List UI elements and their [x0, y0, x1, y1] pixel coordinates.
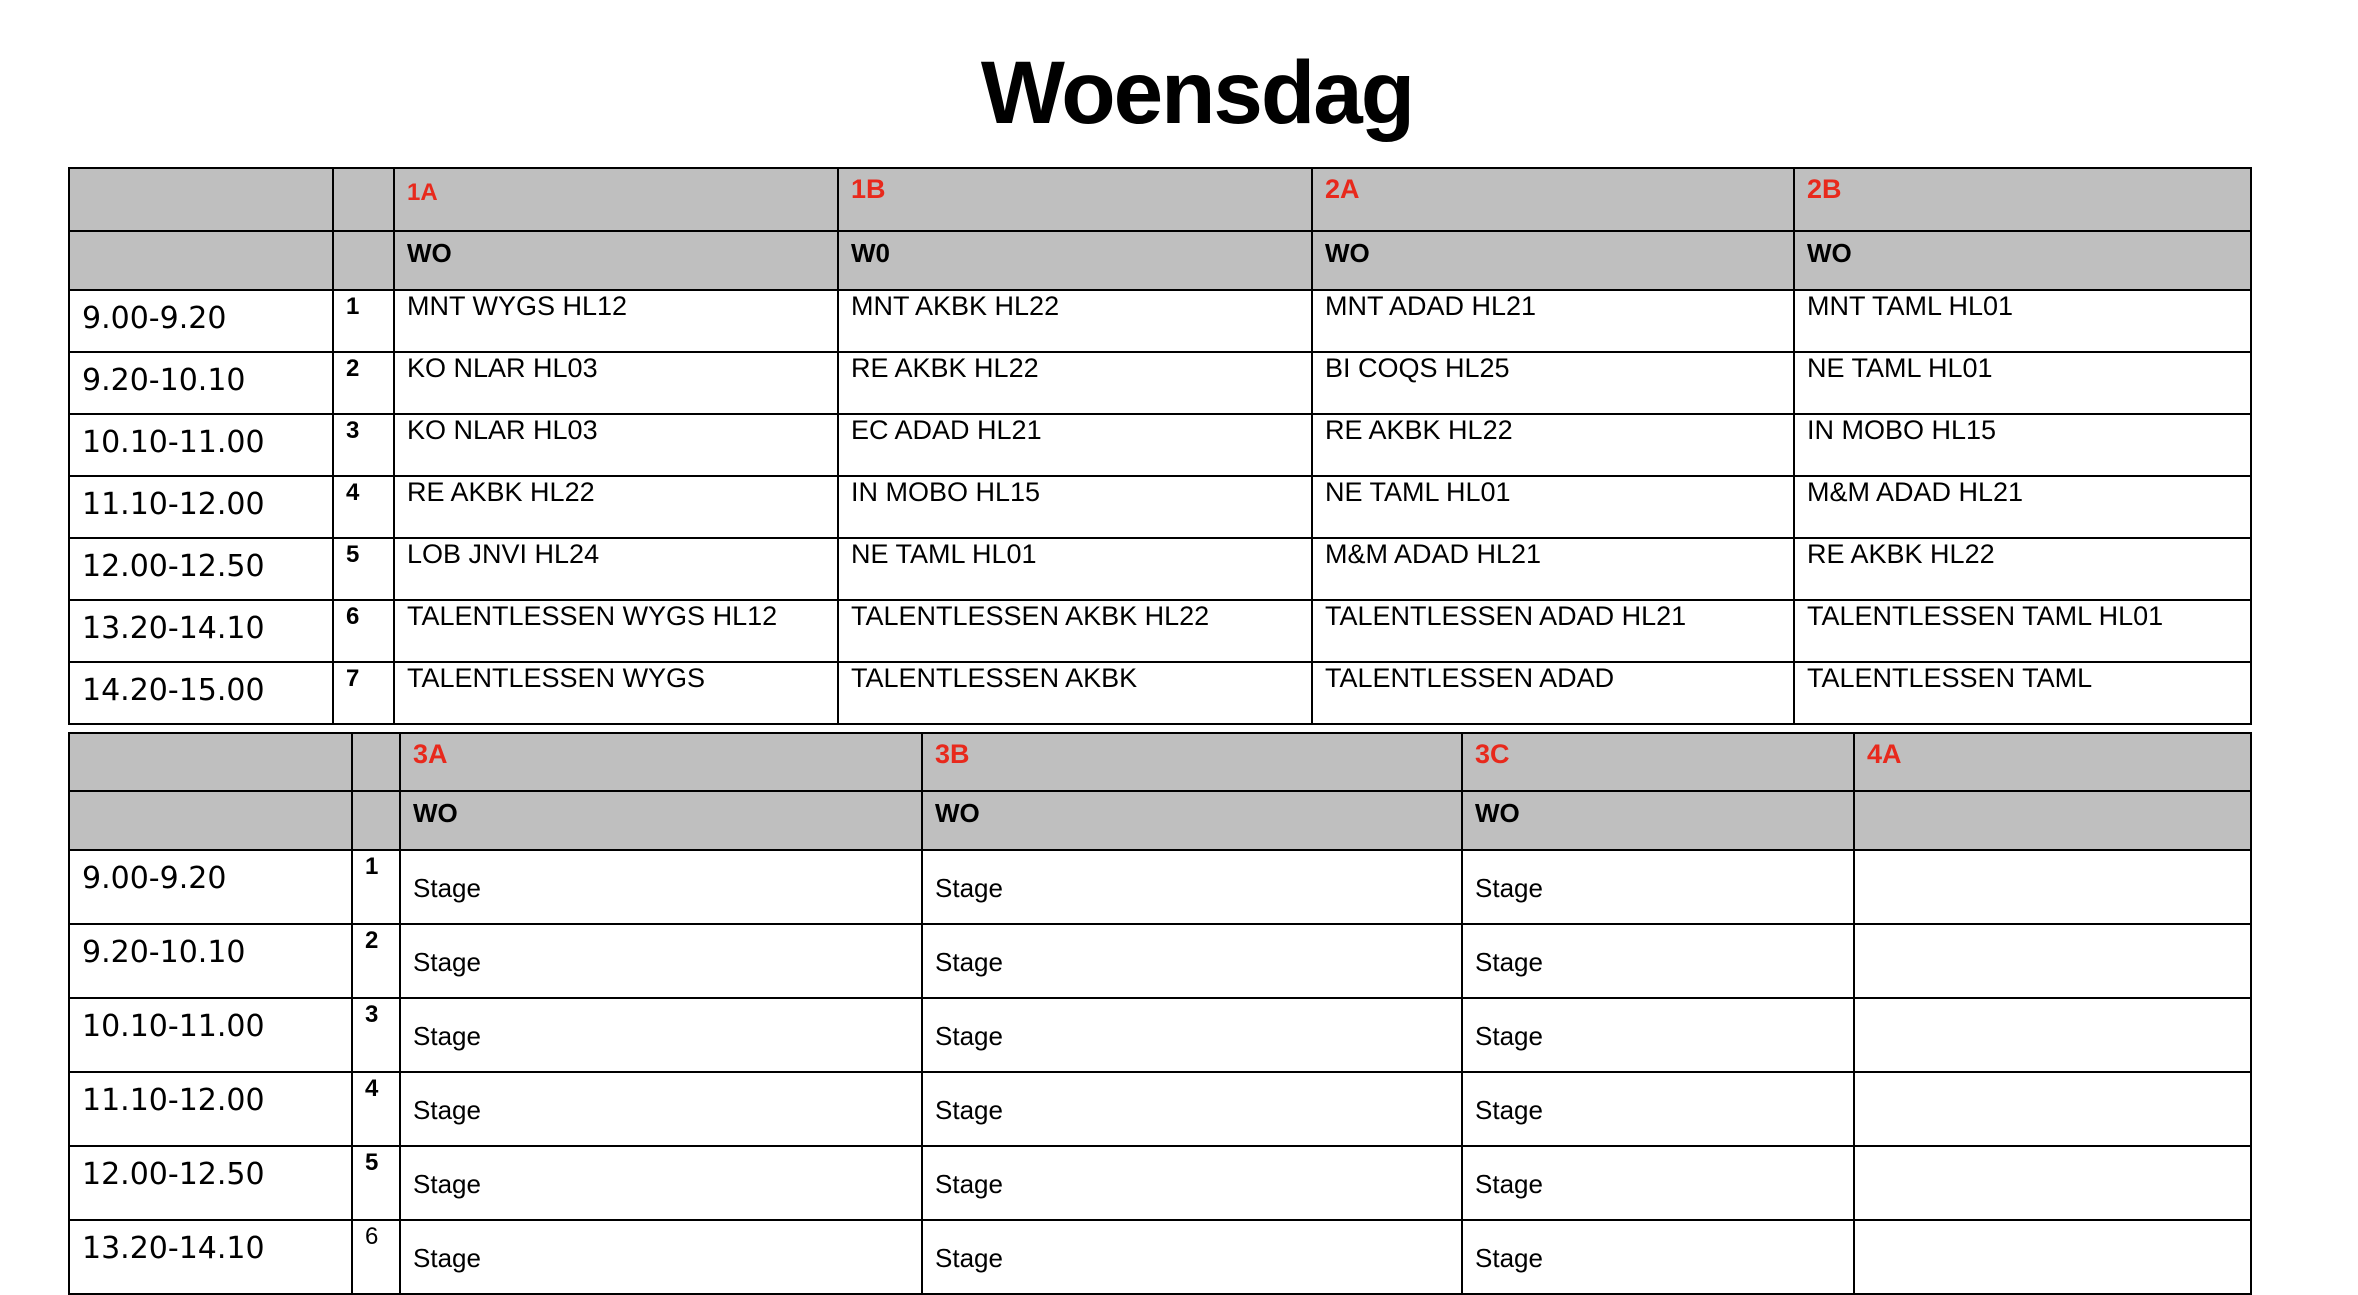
subject-header: W0: [838, 231, 1312, 290]
class-label: 3A: [400, 733, 922, 791]
period-number: 5: [352, 1146, 400, 1220]
empty-header-cell: [352, 733, 400, 791]
period-number: 2: [352, 924, 400, 998]
lesson-cell: TALENTLESSEN AKBK HL22: [838, 600, 1312, 662]
lesson-cell: MNT AKBK HL22: [838, 290, 1312, 352]
time-slot: 14.20-15.00: [69, 662, 333, 724]
schedule-table-2: [68, 732, 2252, 1295]
table-row: [69, 924, 2251, 998]
lesson-cell: EC ADAD HL21: [838, 414, 1312, 476]
table-row: [69, 538, 2251, 600]
lesson-cell: Stage: [922, 1220, 1462, 1294]
subject-header: WO: [400, 791, 922, 850]
lesson-cell: TALENTLESSEN WYGS: [394, 662, 838, 724]
empty-header-cell: [333, 168, 394, 231]
empty-header-cell: [352, 791, 400, 850]
time-slot: 13.20-14.10: [69, 1220, 352, 1294]
class-label: 3B: [922, 733, 1462, 791]
lesson-cell: TALENTLESSEN TAML HL01: [1794, 600, 2251, 662]
table-row: [69, 662, 2251, 724]
lesson-cell: TALENTLESSEN TAML: [1794, 662, 2251, 724]
period-number: 3: [352, 998, 400, 1072]
lesson-cell: BI COQS HL25: [1312, 352, 1794, 414]
lesson-cell: Stage: [1462, 1146, 1854, 1220]
table-row: [69, 352, 2251, 414]
time-slot: 11.10-12.00: [69, 476, 333, 538]
lesson-cell: Stage: [400, 1220, 922, 1294]
lesson-cell: Stage: [922, 850, 1462, 924]
lesson-cell: RE AKBK HL22: [394, 476, 838, 538]
lesson-cell: Stage: [400, 1146, 922, 1220]
lesson-cell: Stage: [1462, 1220, 1854, 1294]
period-number: 1: [333, 290, 394, 352]
class-header-row: [69, 168, 2251, 231]
lesson-cell: TALENTLESSEN WYGS HL12: [394, 600, 838, 662]
subject-header-row: [69, 791, 2251, 850]
period-number: 4: [333, 476, 394, 538]
lesson-cell: Stage: [400, 1072, 922, 1146]
lesson-cell: [1854, 1072, 2251, 1146]
lesson-cell: Stage: [1462, 998, 1854, 1072]
lesson-cell: RE AKBK HL22: [1312, 414, 1794, 476]
time-slot: 12.00-12.50: [69, 1146, 352, 1220]
page-title: Woensdag: [980, 42, 1414, 142]
lesson-cell: Stage: [400, 850, 922, 924]
time-slot: 9.20-10.10: [69, 352, 333, 414]
lesson-cell: KO NLAR HL03: [394, 352, 838, 414]
subject-header: WO: [922, 791, 1462, 850]
lesson-cell: TALENTLESSEN AKBK: [838, 662, 1312, 724]
table-row: [69, 414, 2251, 476]
table-row: [69, 476, 2251, 538]
lesson-cell: [1854, 1220, 2251, 1294]
time-slot: 9.00-9.20: [69, 850, 352, 924]
period-number: 7: [333, 662, 394, 724]
lesson-cell: Stage: [400, 998, 922, 1072]
period-number: 5: [333, 538, 394, 600]
table-row: [69, 850, 2251, 924]
period-number: 2: [333, 352, 394, 414]
time-slot: 10.10-11.00: [69, 998, 352, 1072]
period-number: 6: [352, 1220, 400, 1294]
lesson-cell: Stage: [922, 1146, 1462, 1220]
period-number: 3: [333, 414, 394, 476]
lesson-cell: Stage: [1462, 924, 1854, 998]
class-label: 1B: [838, 168, 1312, 231]
lesson-cell: RE AKBK HL22: [838, 352, 1312, 414]
table-row: [69, 1220, 2251, 1294]
time-slot: 11.10-12.00: [69, 1072, 352, 1146]
lesson-cell: Stage: [1462, 850, 1854, 924]
subject-header: WO: [394, 231, 838, 290]
time-slot: 13.20-14.10: [69, 600, 333, 662]
lesson-cell: NE TAML HL01: [1312, 476, 1794, 538]
lesson-cell: [1854, 850, 2251, 924]
table-row: [69, 290, 2251, 352]
schedule-table-1: [68, 167, 2252, 725]
lesson-cell: IN MOBO HL15: [1794, 414, 2251, 476]
lesson-cell: IN MOBO HL15: [838, 476, 1312, 538]
table-row: [69, 998, 2251, 1072]
lesson-cell: LOB JNVI HL24: [394, 538, 838, 600]
subject-header: WO: [1462, 791, 1854, 850]
table-row: [69, 1072, 2251, 1146]
empty-header-cell: [69, 231, 333, 290]
lesson-cell: NE TAML HL01: [838, 538, 1312, 600]
lesson-cell: TALENTLESSEN ADAD HL21: [1312, 600, 1794, 662]
lesson-cell: MNT ADAD HL21: [1312, 290, 1794, 352]
lesson-cell: [1854, 998, 2251, 1072]
empty-header-cell: [69, 168, 333, 231]
lesson-cell: RE AKBK HL22: [1794, 538, 2251, 600]
lesson-cell: M&M ADAD HL21: [1312, 538, 1794, 600]
subject-header: WO: [1794, 231, 2251, 290]
lesson-cell: TALENTLESSEN ADAD: [1312, 662, 1794, 724]
table-row: [69, 1146, 2251, 1220]
class-header-row: [69, 733, 2251, 791]
table-row: [69, 600, 2251, 662]
period-number: 4: [352, 1072, 400, 1146]
empty-header-cell: [69, 791, 352, 850]
empty-header-cell: [333, 231, 394, 290]
empty-header-cell: [69, 733, 352, 791]
lesson-cell: Stage: [1462, 1072, 1854, 1146]
class-label: 2B: [1794, 168, 2251, 231]
class-label: 2A: [1312, 168, 1794, 231]
lesson-cell: M&M ADAD HL21: [1794, 476, 2251, 538]
time-slot: 10.10-11.00: [69, 414, 333, 476]
class-label: 3C: [1462, 733, 1854, 791]
lesson-cell: [1854, 924, 2251, 998]
time-slot: 9.20-10.10: [69, 924, 352, 998]
subject-header-row: [69, 231, 2251, 290]
class-label: 1A: [394, 168, 838, 231]
lesson-cell: Stage: [922, 998, 1462, 1072]
lesson-cell: MNT WYGS HL12: [394, 290, 838, 352]
period-number: 6: [333, 600, 394, 662]
class-label: 4A: [1854, 733, 2251, 791]
time-slot: 9.00-9.20: [69, 290, 333, 352]
lesson-cell: KO NLAR HL03: [394, 414, 838, 476]
period-number: 1: [352, 850, 400, 924]
lesson-cell: [1854, 1146, 2251, 1220]
lesson-cell: Stage: [922, 924, 1462, 998]
lesson-cell: Stage: [922, 1072, 1462, 1146]
lesson-cell: MNT TAML HL01: [1794, 290, 2251, 352]
lesson-cell: NE TAML HL01: [1794, 352, 2251, 414]
time-slot: 12.00-12.50: [69, 538, 333, 600]
subject-header: WO: [1312, 231, 1794, 290]
subject-header: [1854, 791, 2251, 850]
lesson-cell: Stage: [400, 924, 922, 998]
